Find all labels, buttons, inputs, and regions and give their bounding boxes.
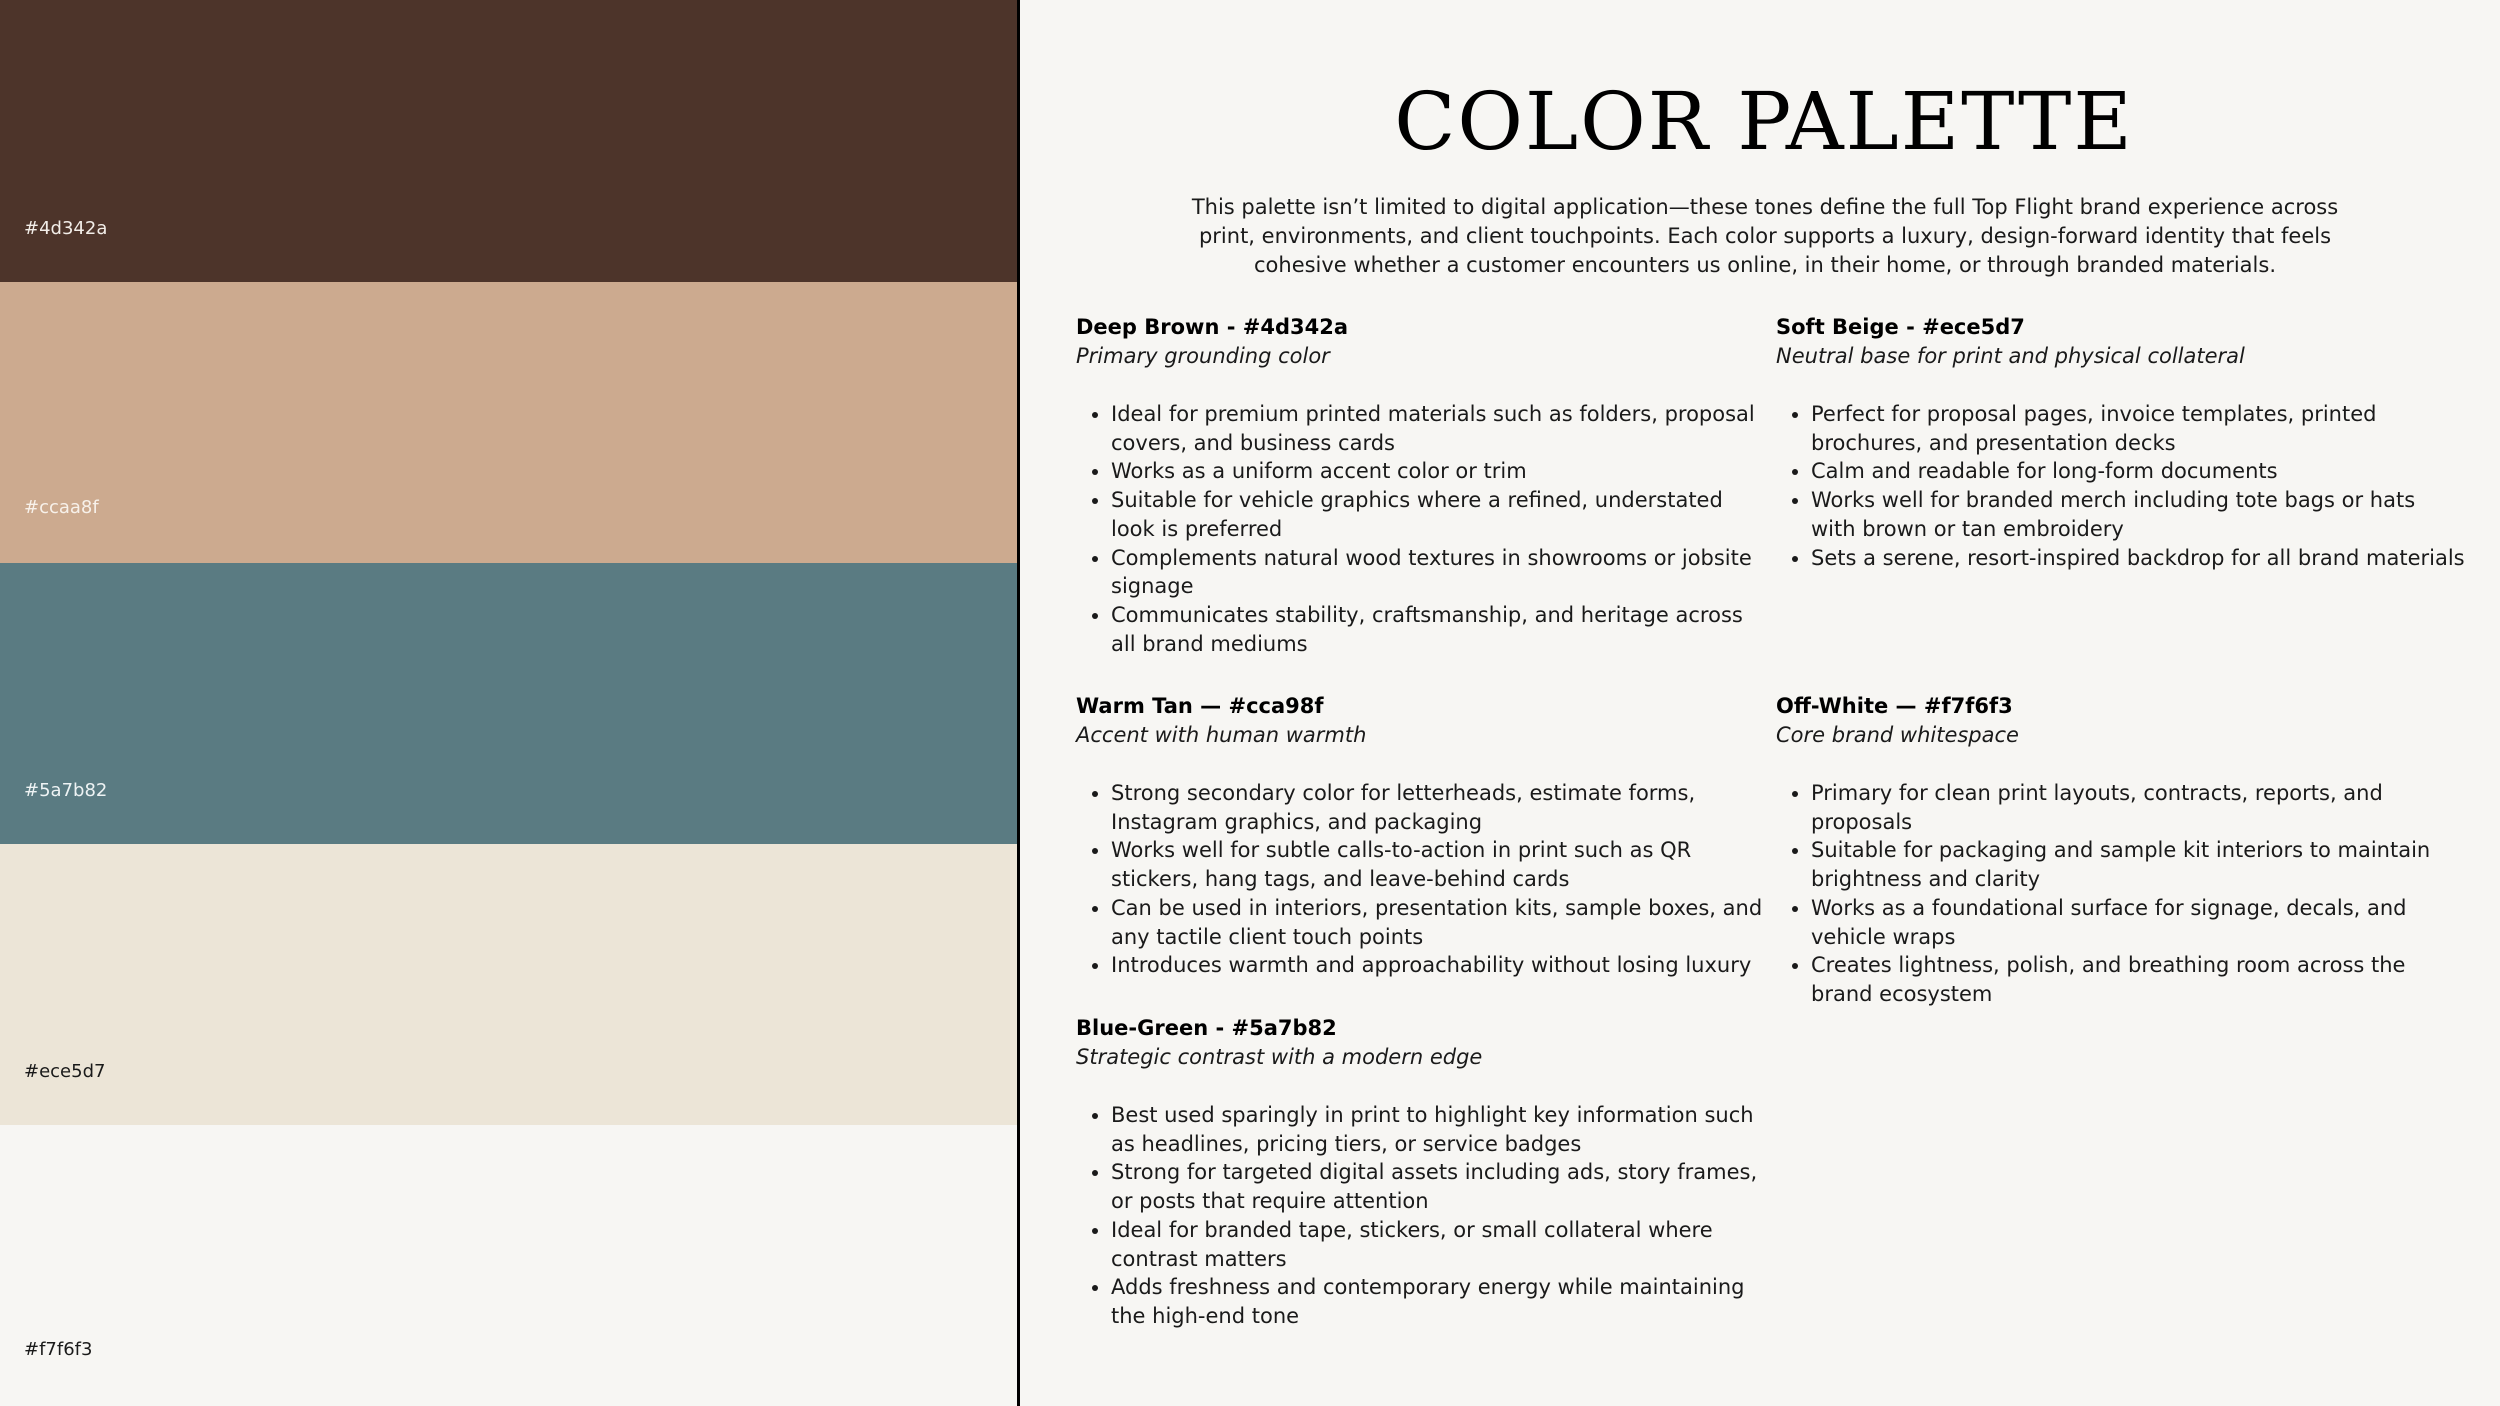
swatch-off-white (0, 1125, 1017, 1406)
list-item: • Strong for targeted digital assets including ads, story frames, or posts that require attention (1111, 1158, 1766, 1215)
section-blue-green (1076, 1014, 1766, 1331)
list-item: • Introduces warmth and approachability without losing luxury (1111, 951, 1766, 980)
swatch-soft-beige (0, 844, 1017, 1125)
section-soft-beige (1776, 313, 2466, 572)
page-title: COLOR PALETTE (1394, 75, 2134, 168)
section-deep-brown (1076, 313, 1766, 658)
list-item: • Calm and readable for long-form documents (1811, 457, 2466, 486)
list-item: • Ideal for branded tape, stickers, or small collateral where contrast matters (1111, 1216, 1766, 1273)
list-item: • Strong secondary color for letterheads, estimate forms, Instagram graphics, and packaging (1111, 779, 1766, 836)
usage-list (1776, 400, 2466, 572)
section-subtitle: Core brand whitespace (1776, 723, 2019, 747)
list-item: • Ideal for premium printed materials such as folders, proposal covers, and business cards (1111, 400, 1766, 457)
swatch-hex-label: #5a7b82 (24, 780, 108, 801)
section-subtitle: Strategic contrast with a modern edge (1076, 1045, 1483, 1069)
list-item: • Works well for branded merch including tote bags or hats with brown or tan embroidery (1811, 486, 2466, 543)
section-off-white (1776, 692, 2466, 1009)
list-item: • Works as a uniform accent color or trim (1111, 457, 1766, 486)
swatch-hex-label: #ccaa8f (24, 497, 99, 518)
list-item: • Suitable for vehicle graphics where a refined, understated look is preferred (1111, 486, 1766, 543)
swatch-hex-label: #ece5d7 (24, 1061, 106, 1082)
section-subtitle: Primary grounding color (1076, 344, 1330, 368)
intro-paragraph: This palette isn’t limited to digital application—these tones define the full Top Flight brand experience across print, environments, and client touchpoints. Each color supports a luxury, design-forward identity that feels cohesive whether a customer encounters us online, in their home, or through branded materials. (1191, 195, 2339, 277)
swatch-hex-label: #f7f6f3 (24, 1339, 93, 1360)
palette-content (1020, 0, 2500, 1406)
swatch-blue-green (0, 563, 1017, 844)
section-warm-tan (1076, 692, 1766, 980)
swatch-deep-brown (0, 0, 1017, 282)
section-title: Blue-Green - #5a7b82 (1076, 1016, 1337, 1040)
section-title: Deep Brown - #4d342a (1076, 315, 1348, 339)
list-item: • Can be used in interiors, presentation kits, sample boxes, and any tactile client touch points (1111, 894, 1766, 951)
swatch-hex-label: #4d342a (24, 218, 108, 239)
usage-list (1776, 779, 2466, 1009)
swatch-column (0, 0, 1017, 1406)
list-item: • Sets a serene, resort-inspired backdrop for all brand materials (1811, 544, 2466, 573)
list-item: • Best used sparingly in print to highlight key information such as headlines, pricing tiers, or service badges (1111, 1101, 1766, 1158)
list-item: • Works well for subtle calls-to-action in print such as QR stickers, hang tags, and leave-behind cards (1111, 836, 1766, 893)
list-item: • Suitable for packaging and sample kit interiors to maintain brightness and clarity (1811, 836, 2466, 893)
list-item: • Communicates stability, craftsmanship, and heritage across all brand mediums (1111, 601, 1766, 658)
section-subtitle: Neutral base for print and physical collateral (1776, 344, 2245, 368)
section-title: Off-White — #f7f6f3 (1776, 694, 2013, 718)
usage-list (1076, 1101, 1766, 1331)
section-subtitle: Accent with human warmth (1076, 723, 1367, 747)
list-item: • Creates lightness, polish, and breathing room across the brand ecosystem (1811, 951, 2466, 1008)
section-title: Warm Tan — #cca98f (1076, 694, 1324, 718)
section-title: Soft Beige - #ece5d7 (1776, 315, 2025, 339)
usage-list (1076, 400, 1766, 658)
list-item: • Primary for clean print layouts, contracts, reports, and proposals (1811, 779, 2466, 836)
list-item: • Adds freshness and contemporary energy while maintaining the high-end tone (1111, 1273, 1766, 1330)
list-item: • Works as a foundational surface for signage, decals, and vehicle wraps (1811, 894, 2466, 951)
list-item: • Complements natural wood textures in showrooms or jobsite signage (1111, 544, 1766, 601)
list-item: • Perfect for proposal pages, invoice templates, printed brochures, and presentation decks (1811, 400, 2466, 457)
usage-list (1076, 779, 1766, 980)
swatch-warm-tan (0, 282, 1017, 563)
